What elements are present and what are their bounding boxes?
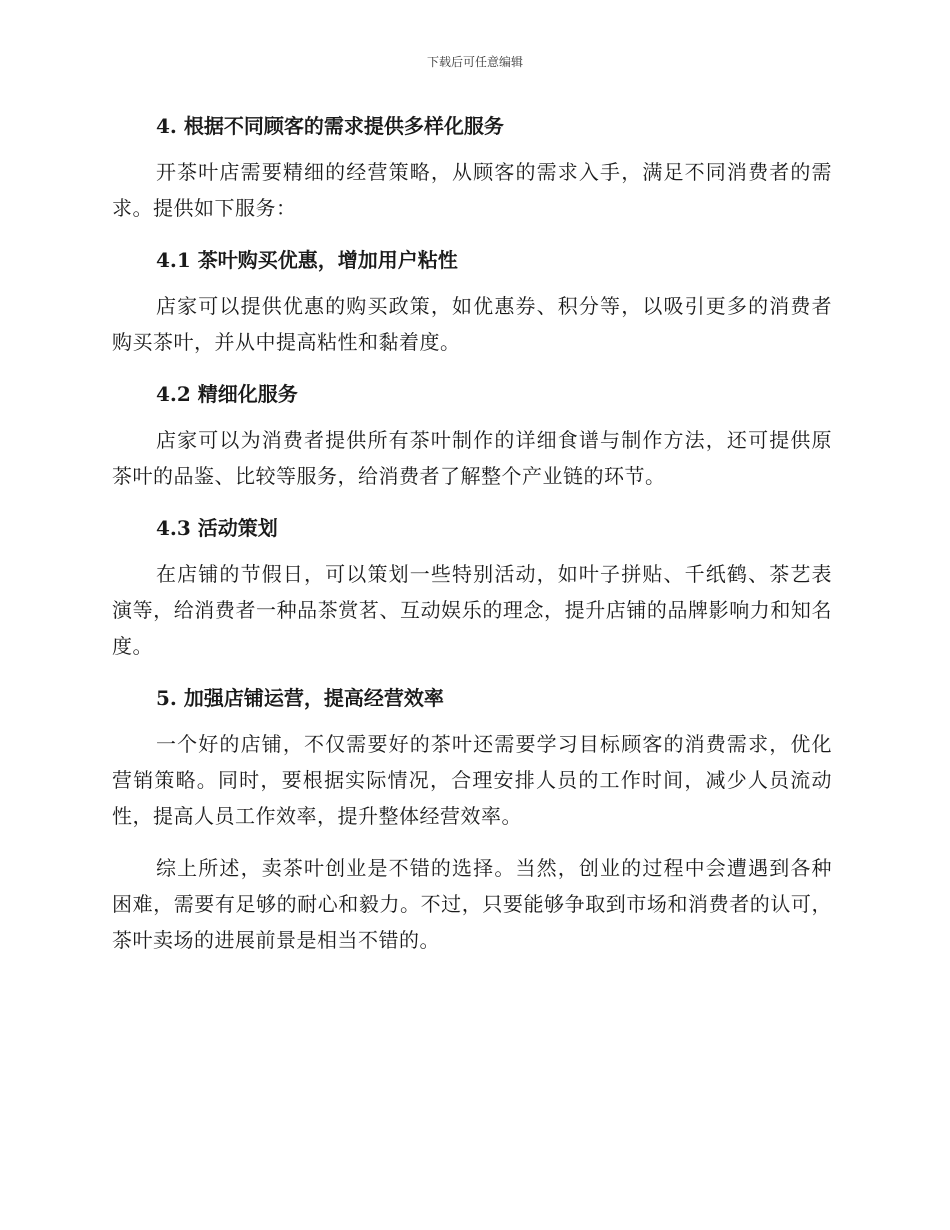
section-heading-4-3: 4.3 活动策划 <box>156 516 278 540</box>
section-paragraph-4-1: 店家可以提供优惠的购买政策，如优惠券、积分等，以吸引更多的消费者购买茶叶，并从中提高粘性和黏着度。 <box>112 294 832 354</box>
section-paragraph-4-3: 在店铺的节假日，可以策划一些特别活动，如叶子拼贴、千纸鹤、茶艺表演等，给消费者一种品茶赏茗、互动娱乐的理念，提升店铺的品牌影响力和知名度。 <box>112 562 832 658</box>
section-heading-4: 4. 根据不同顾客的需求提供多样化服务 <box>156 114 504 138</box>
section-heading-5: 5. 加强店铺运营，提高经营效率 <box>156 686 444 710</box>
section-paragraph-5: 一个好的店铺，不仅需要好的茶叶还需要学习目标顾客的消费需求，优化营销策略。同时，要根据实际情况，合理安排人员的工作时间，减少人员流动性，提高人员工作效率，提升整体经营效率。 <box>112 732 832 828</box>
section-heading-4-2: 4.2 精细化服务 <box>156 382 298 406</box>
document-body <box>112 108 832 958</box>
section-heading-4-1: 4.1 茶叶购买优惠，增加用户粘性 <box>156 248 458 272</box>
page-header-note: 下载后可任意编辑 <box>426 55 523 69</box>
section-paragraph-4: 开茶叶店需要精细的经营策略，从顾客的需求入手，满足不同消费者的需求。提供如下服务： <box>112 160 832 220</box>
conclusion-paragraph: 综上所述，卖茶叶创业是不错的选择。当然，创业的过程中会遭遇到各种困难，需要有足够的耐心和毅力。不过，只要能够争取到市场和消费者的认可，茶叶卖场的进展前景是相当不错的。 <box>112 856 832 952</box>
section-paragraph-4-2: 店家可以为消费者提供所有茶叶制作的详细食谱与制作方法，还可提供原茶叶的品鉴、比较等服务，给消费者了解整个产业链的环节。 <box>112 428 832 488</box>
